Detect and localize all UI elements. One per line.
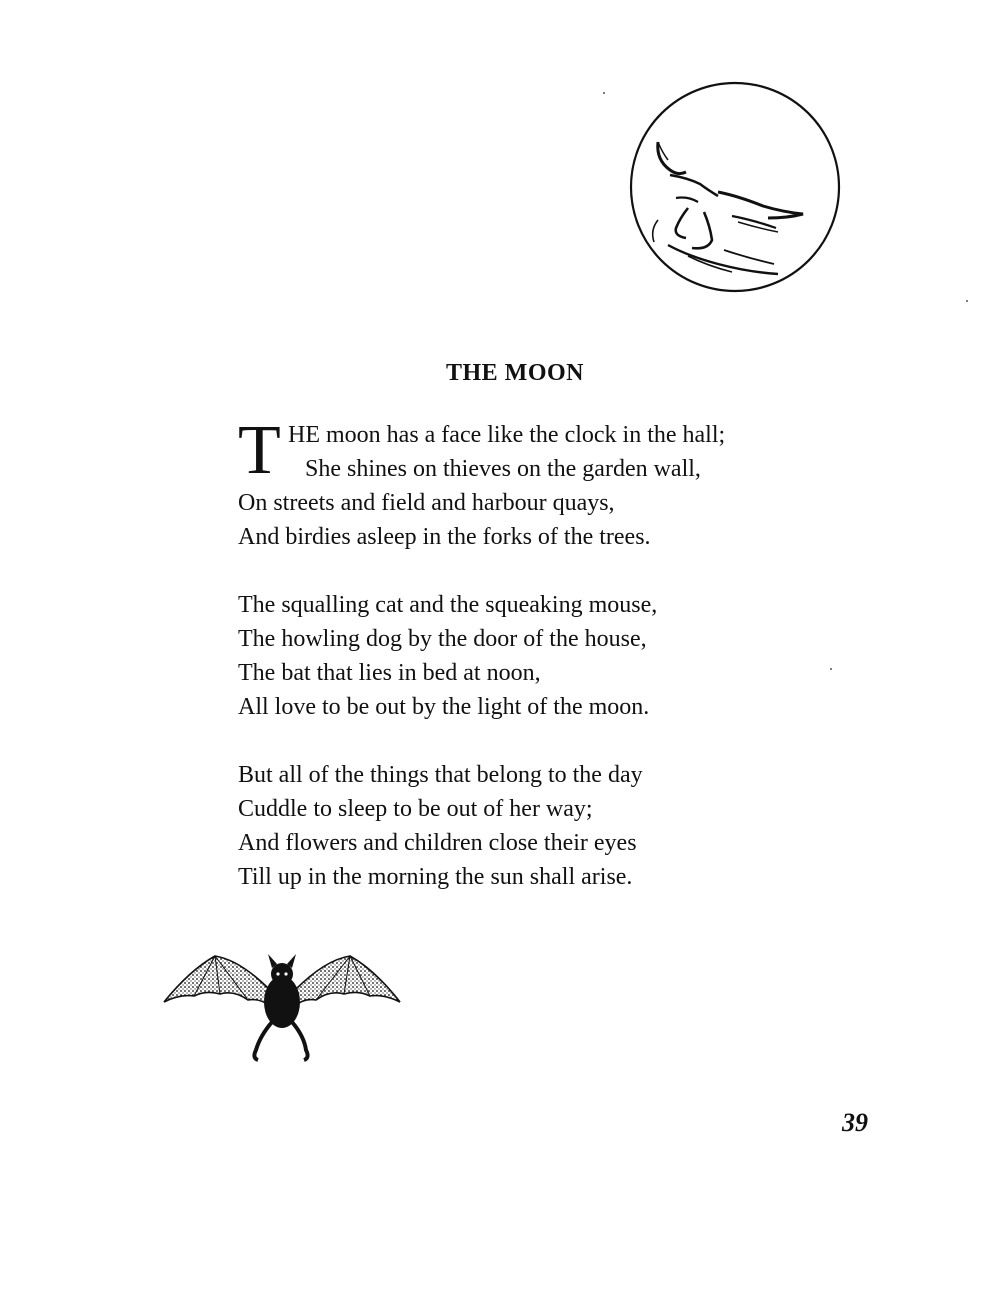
drop-cap: T <box>238 412 281 489</box>
poem-line: The squalling cat and the squeaking mouse, <box>238 592 658 618</box>
stanza <box>238 758 878 894</box>
poem-body <box>238 412 878 928</box>
poem-line: And birdies asleep in the forks of the trees. <box>238 524 651 550</box>
poem-line: The howling dog by the door of the house, <box>238 626 647 652</box>
paper-speck <box>966 300 968 302</box>
bat-icon <box>160 950 405 1065</box>
poem-line: The bat that lies in bed at noon, <box>238 660 541 686</box>
stanza <box>238 588 878 724</box>
poem-line: Till up in the morning the sun shall arise. <box>238 864 633 890</box>
page-number: 39 <box>842 1108 868 1137</box>
paper-speck <box>830 668 832 670</box>
poem-title: THE MOON <box>445 360 584 386</box>
poem-line: All love to be out by the light of the moon. <box>238 694 650 720</box>
poem-line: But all of the things that belong to the day <box>238 762 643 788</box>
poem-line: Cuddle to sleep to be out of her way; <box>238 796 593 822</box>
paper-speck <box>603 92 605 94</box>
moon-face-icon <box>628 80 842 294</box>
poem-line: And flowers and children close their eyes <box>238 830 637 856</box>
poem-line-text: HE moon has a face like the clock in the hall; <box>288 422 726 448</box>
poem-line: On streets and field and harbour quays, <box>238 490 615 516</box>
stanza <box>238 412 878 554</box>
poem-line: She shines on thieves on the garden wall, <box>305 456 701 482</box>
